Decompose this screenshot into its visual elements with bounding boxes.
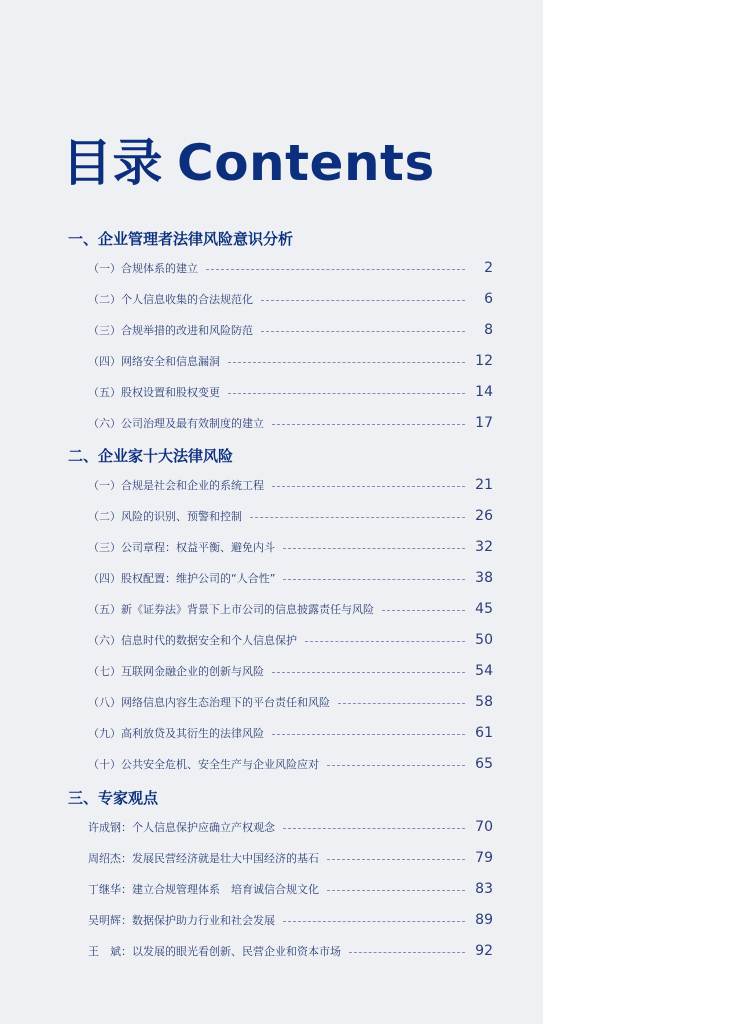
- toc-entry-title: （七）互联网金融企业的创新与风险: [88, 665, 264, 678]
- page-number: 92: [475, 943, 493, 959]
- dotted-leader: [228, 362, 465, 363]
- page-number: 17: [475, 415, 493, 431]
- toc-entry[interactable]: [88, 599, 493, 619]
- toc-entry[interactable]: [88, 537, 493, 557]
- toc-entry-title: 丁继华：建立合规管理体系 培育诚信合规文化: [88, 883, 319, 896]
- toc-entry-title: 吴明辉：数据保护助力行业和社会发展: [88, 914, 275, 927]
- page-number: 8: [484, 322, 493, 338]
- dotted-leader: [272, 672, 465, 673]
- toc-entry[interactable]: [88, 941, 493, 961]
- page-number: 58: [475, 694, 493, 710]
- toc-entry-title: （八）网络信息内容生态治理下的平台责任和风险: [88, 696, 330, 709]
- toc-entry[interactable]: [88, 258, 493, 278]
- dotted-leader: [283, 548, 465, 549]
- toc-entry[interactable]: [88, 661, 493, 681]
- dotted-leader: [272, 424, 465, 425]
- section-heading: 三、专家观点: [68, 789, 159, 807]
- toc-entry-title: （十）公共安全危机、安全生产与企业风险应对: [88, 758, 319, 771]
- page-number: 50: [475, 632, 493, 648]
- toc-entry-title: （二）风险的识别、预警和控制: [88, 510, 242, 523]
- toc-entry[interactable]: [88, 817, 493, 837]
- dotted-leader: [283, 828, 465, 829]
- toc-entry[interactable]: [88, 289, 493, 309]
- page-number: 70: [475, 819, 493, 835]
- toc-entry[interactable]: [88, 910, 493, 930]
- page-number: 65: [475, 756, 493, 772]
- toc-entry-title: （三）公司章程：权益平衡、避免内斗: [88, 541, 275, 554]
- page-number: 2: [484, 260, 493, 276]
- toc-entry[interactable]: [88, 754, 493, 774]
- toc-entry[interactable]: [88, 692, 493, 712]
- toc-entry-title: （四）网络安全和信息漏洞: [88, 355, 220, 368]
- toc-entry[interactable]: [88, 630, 493, 650]
- toc-entry[interactable]: [88, 413, 493, 433]
- dotted-leader: [261, 331, 465, 332]
- title-chinese: 目录: [62, 134, 163, 192]
- dotted-leader: [327, 765, 465, 766]
- dotted-leader: [228, 393, 465, 394]
- page-number: 32: [475, 539, 493, 555]
- page-number: 14: [475, 384, 493, 400]
- toc-entry[interactable]: [88, 475, 493, 495]
- page-number: 83: [475, 881, 493, 897]
- dotted-leader: [283, 921, 465, 922]
- dotted-leader: [382, 610, 465, 611]
- toc-entry-title: 许成钢：个人信息保护应确立产权观念: [88, 821, 275, 834]
- toc-entry-title: （五）股权设置和股权变更: [88, 386, 220, 399]
- page-number: 12: [475, 353, 493, 369]
- dotted-leader: [327, 859, 465, 860]
- page-number: 79: [475, 850, 493, 866]
- title-english: Contents: [177, 134, 435, 192]
- toc-entry[interactable]: [88, 879, 493, 899]
- toc-entry-title: （五）新《证券法》背景下上市公司的信息披露责任与风险: [88, 603, 374, 616]
- toc-entry-title: 王 斌：以发展的眼光看创新、民营企业和资本市场: [88, 945, 341, 958]
- toc-entry-title: （六）信息时代的数据安全和个人信息保护: [88, 634, 297, 647]
- toc-entry[interactable]: [88, 848, 493, 868]
- toc-entry-title: 周绍杰：发展民营经济就是壮大中国经济的基石: [88, 852, 319, 865]
- toc-entry-title: （九）高利放贷及其衍生的法律风险: [88, 727, 264, 740]
- section-heading: 二、企业家十大法律风险: [68, 447, 234, 465]
- page-number: 38: [475, 570, 493, 586]
- toc-entry[interactable]: [88, 351, 493, 371]
- dotted-leader: [250, 517, 465, 518]
- dotted-leader: [338, 703, 465, 704]
- toc-entry-title: （二）个人信息收集的合法规范化: [88, 293, 253, 306]
- page-number: 6: [484, 291, 493, 307]
- toc-entry[interactable]: [88, 568, 493, 588]
- toc-entry-title: （四）股权配置：维护公司的“人合性”: [88, 572, 276, 585]
- section-heading: 一、企业管理者法律风险意识分析: [68, 230, 294, 248]
- page-number: 21: [475, 477, 493, 493]
- dotted-leader: [305, 641, 465, 642]
- toc-entry-title: （一）合规体系的建立: [88, 262, 198, 275]
- toc-entry-title: （一）合规是社会和企业的系统工程: [88, 479, 264, 492]
- page-number: 54: [475, 663, 493, 679]
- dotted-leader: [261, 300, 465, 301]
- toc-entry-title: （六）公司治理及最有效制度的建立: [88, 417, 264, 430]
- page-number: 89: [475, 912, 493, 928]
- dotted-leader: [327, 890, 465, 891]
- dotted-leader: [283, 579, 465, 580]
- toc-entry-title: （三）合规举措的改进和风险防范: [88, 324, 253, 337]
- page-number: 45: [475, 601, 493, 617]
- toc-entry[interactable]: [88, 382, 493, 402]
- page-number: 61: [475, 725, 493, 741]
- dotted-leader: [349, 952, 465, 953]
- toc-entry[interactable]: [88, 506, 493, 526]
- dotted-leader: [272, 734, 465, 735]
- dotted-leader: [206, 269, 465, 270]
- toc-entry[interactable]: [88, 723, 493, 743]
- dotted-leader: [272, 486, 465, 487]
- page-number: 26: [475, 508, 493, 524]
- toc-entry[interactable]: [88, 320, 493, 340]
